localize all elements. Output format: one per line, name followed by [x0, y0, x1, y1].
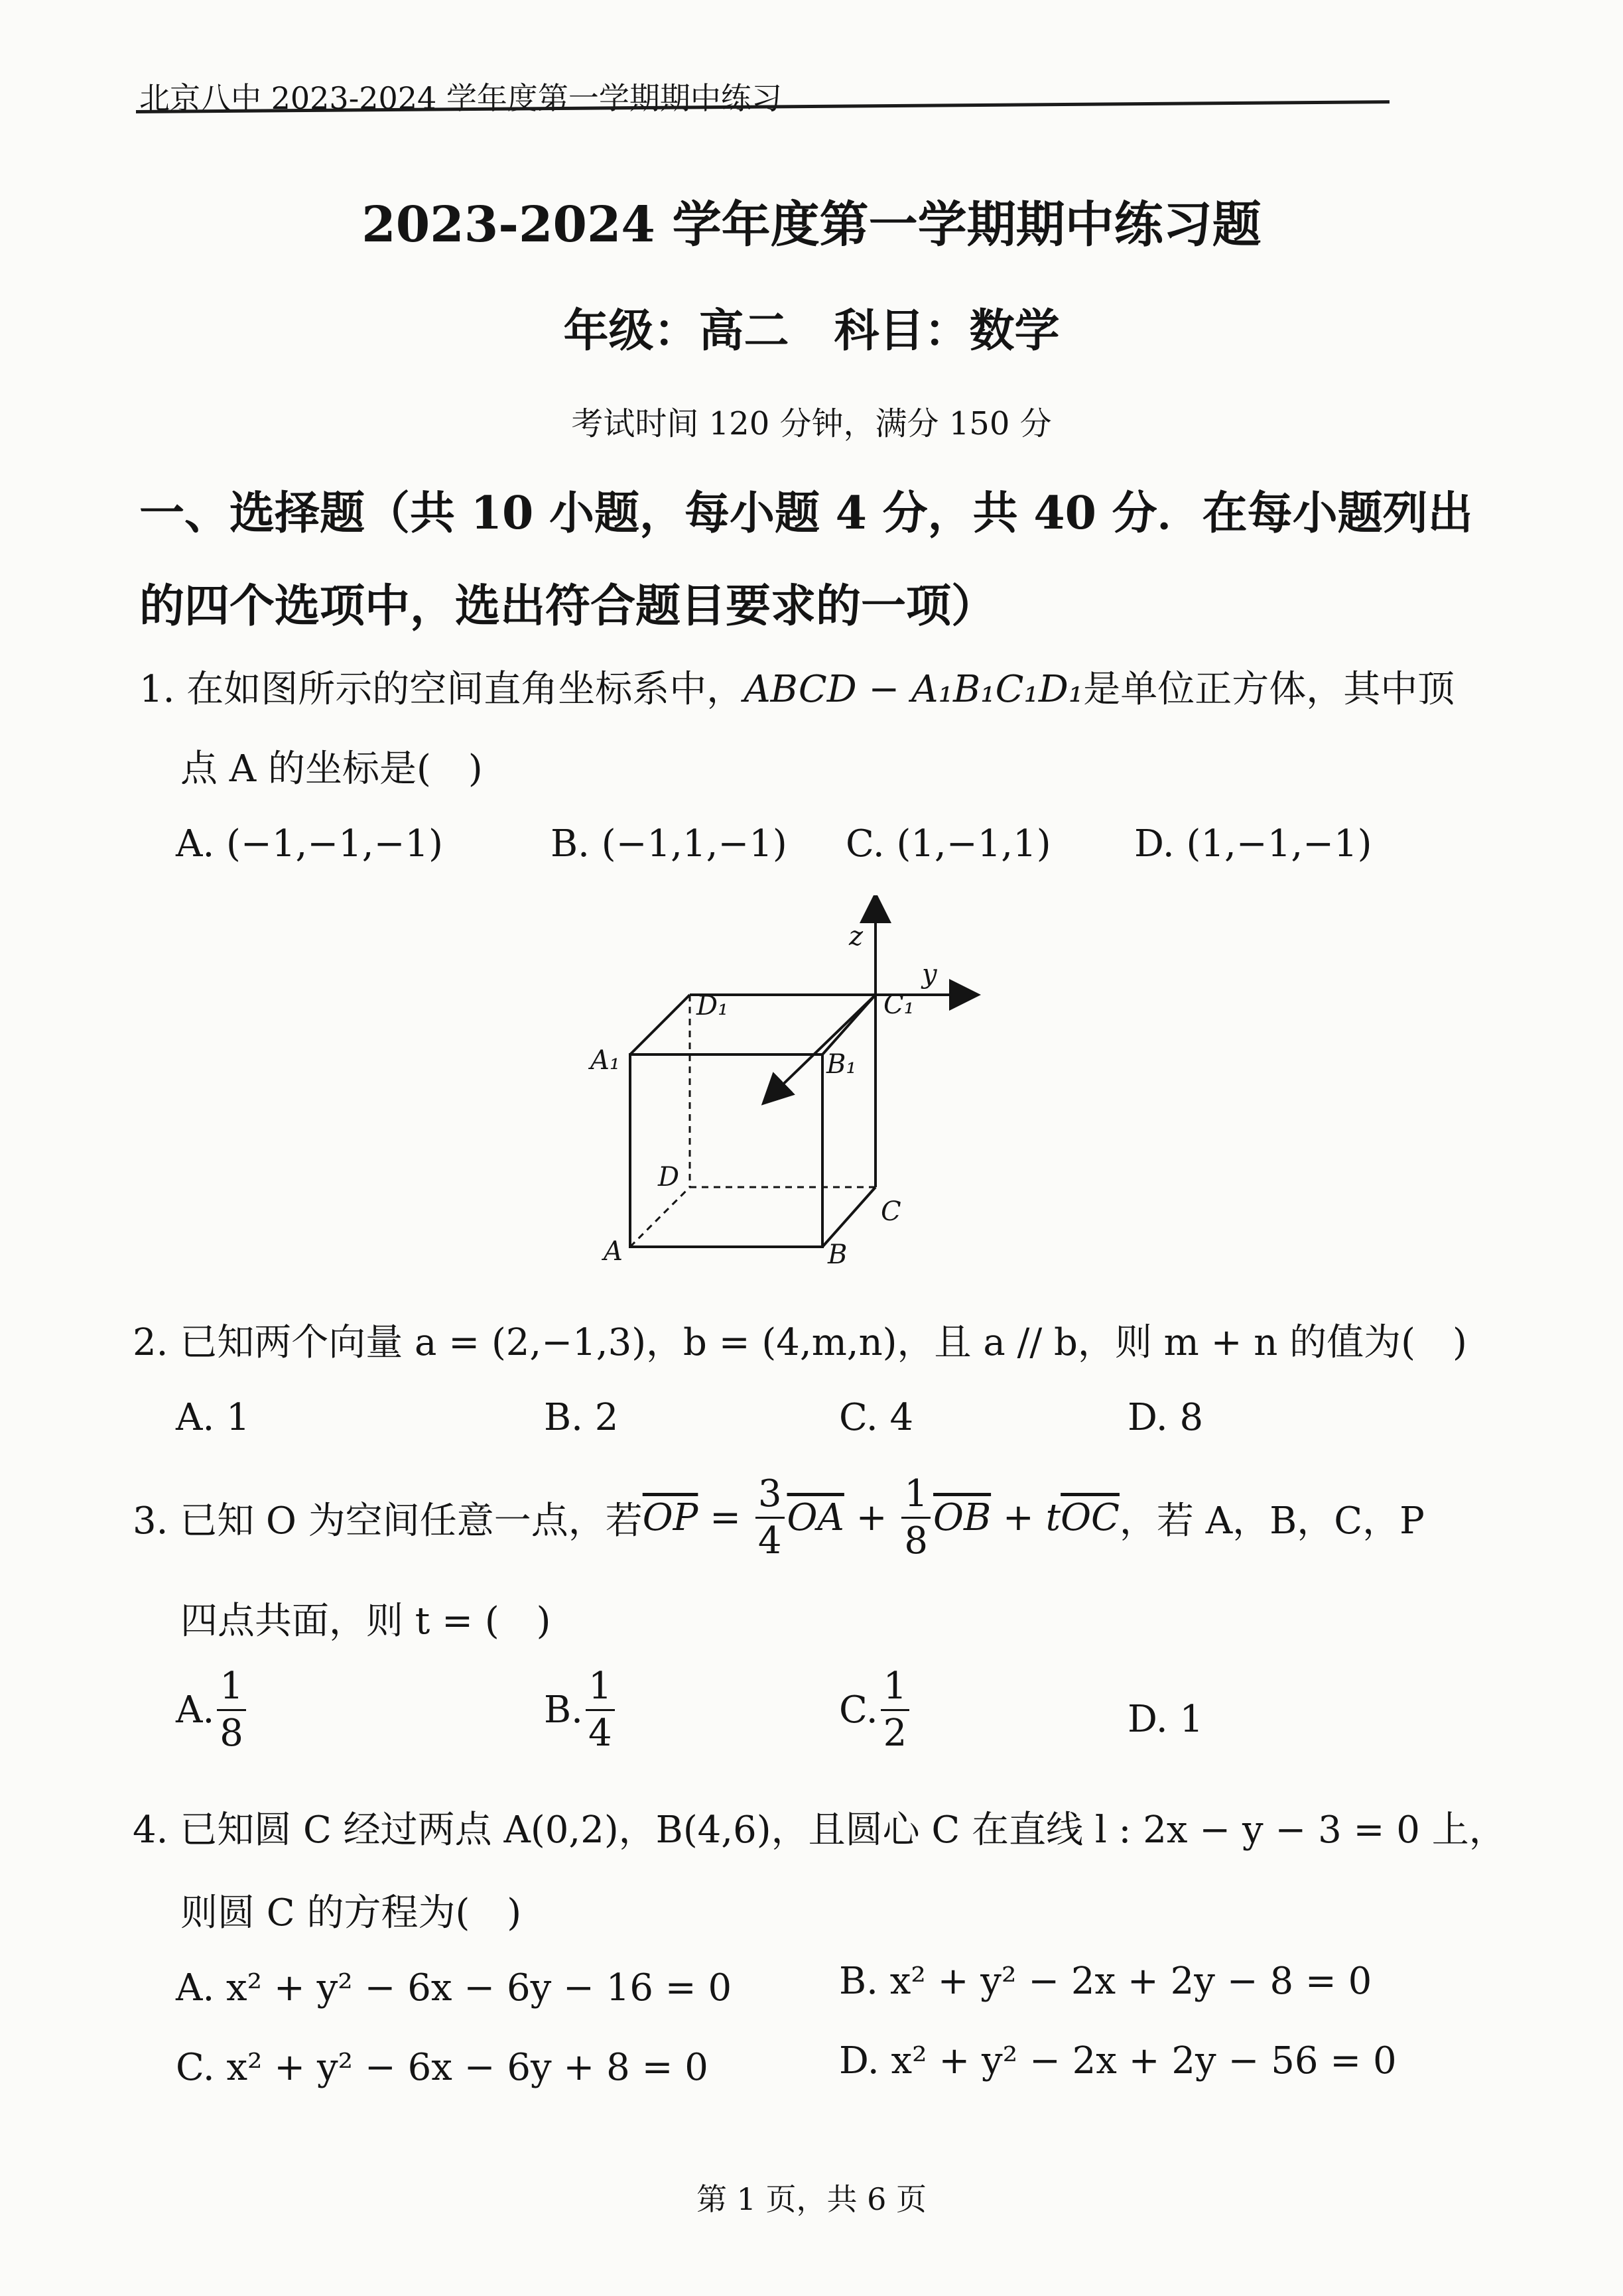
- q3-option-b: B. $\frac{1}{4}$: [544, 1668, 617, 1752]
- q2-option-d: D. 8: [1128, 1396, 1204, 1439]
- q4-option-a: A. x² + y² − 6x − 6y − 16 = 0: [176, 1966, 732, 2009]
- edge-a1-d1: [630, 995, 690, 1054]
- label-d: D: [658, 1162, 680, 1192]
- q1-stem-line-1: [139, 660, 1455, 713]
- q3-plus-1: +: [844, 1496, 899, 1539]
- vector-ob: $\overline{OB}$: [933, 1496, 992, 1539]
- label-y: y: [922, 959, 937, 989]
- page-subtitle: 年级：高二 科目：数学: [563, 304, 1060, 357]
- section-heading-line-1: 一、选择题（共 10 小题，每小题 4 分，共 40 分．在每小题列出: [139, 487, 1473, 540]
- q4-option-c: C. x² + y² − 6x − 6y + 8 = 0: [176, 2046, 708, 2089]
- vector-op: $\overline{OP}$: [642, 1496, 698, 1539]
- q3-equals: =: [698, 1496, 753, 1539]
- exam-info: 考试时间 120 分钟，满分 150 分: [571, 405, 1052, 442]
- label-a1: A₁: [590, 1045, 620, 1076]
- edge-a-d-hidden: [630, 1187, 690, 1247]
- q1-stem-text-b: 是单位正方体，其中顶: [1083, 668, 1455, 711]
- fraction-1-8: $\frac{1}{8}$: [901, 1476, 931, 1560]
- q1-option-a: A. (−1,−1,−1): [176, 822, 443, 865]
- q1-stem-line-2: 点 A 的坐标是( ): [180, 747, 483, 791]
- edge-b-c: [822, 1187, 876, 1247]
- q3-stem-line-2: 四点共面，则 t = ( ): [180, 1600, 551, 1643]
- q3-suffix: ，若 A，B，C，P: [1119, 1499, 1425, 1543]
- q3-stem-line-1: [133, 1472, 1425, 1563]
- page-title: 2023-2024 学年度第一学期期中练习题: [361, 196, 1262, 253]
- label-c: C: [881, 1196, 901, 1227]
- q1-option-b: B. (−1,1,−1): [551, 822, 787, 865]
- fraction-3-4: $\frac{3}{4}$: [755, 1476, 785, 1560]
- q2-stem: 2. 已知两个向量 a = (2,−1,3)，b = (4,m,n)，且 a // b，则 m + n 的值为( ): [133, 1321, 1467, 1364]
- q3-option-d: D. 1: [1128, 1698, 1204, 1741]
- label-d1: D₁: [696, 991, 729, 1021]
- q1-cube-name: ABCD − A₁B₁C₁D₁: [744, 668, 1084, 711]
- cube-figure: [584, 895, 982, 1280]
- q4-option-d: D. x² + y² − 2x + 2y − 56 = 0: [839, 2039, 1397, 2082]
- label-b1: B₁: [826, 1049, 857, 1080]
- label-b: B: [828, 1240, 848, 1270]
- label-z: z: [849, 921, 864, 952]
- q4-option-b: B. x² + y² − 2x + 2y − 8 = 0: [839, 1960, 1372, 2003]
- vector-oc: $\overline{OC}$: [1061, 1496, 1120, 1539]
- q2-option-b: B. 2: [544, 1396, 619, 1439]
- running-header: 北京八中 2023-2024 学年度第一学期期中练习: [139, 80, 782, 116]
- q4-stem-line-1: 4. 已知圆 C 经过两点 A(0,2)，B(4,6)，且圆心 C 在直线 l : 2x − y − 3 = 0 上，: [133, 1809, 1506, 1852]
- q3-prefix: 3. 已知 O 为空间任意一点，若: [133, 1499, 643, 1543]
- q3-option-c: C. $\frac{1}{2}$: [839, 1668, 912, 1752]
- q1-option-d: D. (1,−1,−1): [1134, 822, 1372, 865]
- page-footer: 第 1 页，共 6 页: [696, 2181, 927, 2217]
- vector-oa: $\overline{OA}$: [787, 1496, 844, 1539]
- q1-stem-text-a: 1. 在如图所示的空间直角坐标系中，: [139, 668, 744, 711]
- q3-plus-t: + t: [991, 1496, 1061, 1539]
- section-heading-line-2: 的四个选项中，选出符合题目要求的一项）: [139, 580, 997, 633]
- q3-option-a: A. $\frac{1}{8}$: [176, 1668, 249, 1752]
- label-c1: C₁: [883, 989, 915, 1020]
- q2-option-c: C. 4: [839, 1396, 914, 1439]
- q2-option-a: A. 1: [176, 1396, 250, 1439]
- label-a: A: [604, 1236, 623, 1267]
- q4-stem-line-2: 则圆 C 的方程为( ): [180, 1891, 522, 1935]
- q1-option-c: C. (1,−1,1): [846, 822, 1051, 865]
- x-axis: [773, 995, 876, 1094]
